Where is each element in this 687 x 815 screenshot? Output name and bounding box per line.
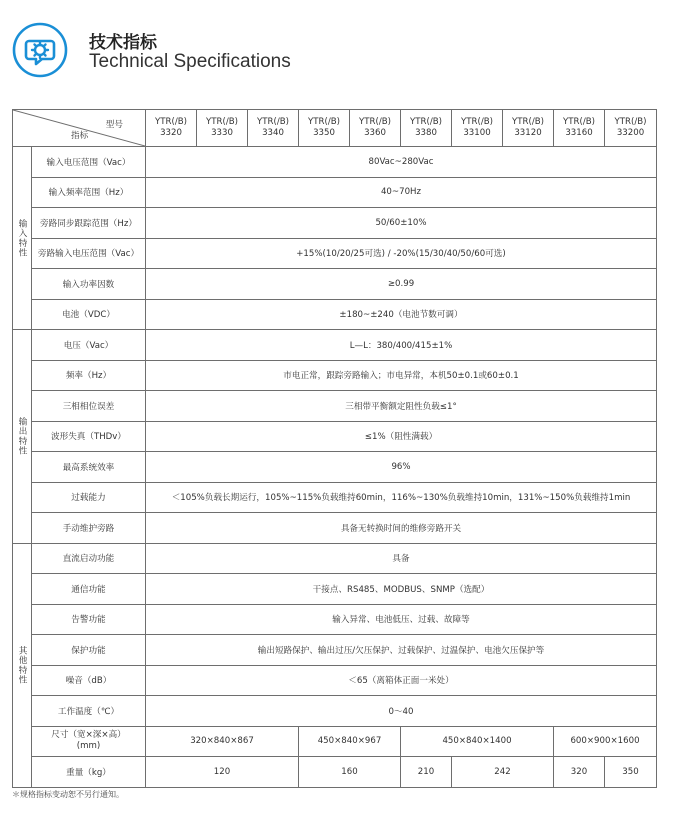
weight-value: 160 [299,757,401,788]
table-row [13,421,657,452]
model-header-cell: YTR(/B) 3340 [248,110,299,147]
title-chinese: 技术指标 [89,33,157,53]
param-name: 手动维护旁路 [32,513,146,544]
header-row [13,110,657,147]
gear-chat-icon [12,22,68,78]
table-row [13,299,657,330]
model-header-cell: YTR(/B) 3320 [146,110,197,147]
param-value: +15%(10/20/25可选) / -20%(15/30/40/50/60可选) [146,238,657,269]
table-row [13,208,657,239]
param-value: ＜105%负载长期运行，105%~115%负载维持60min，116%~130%负载维持10min，131%~150%负载维持1min [146,482,657,513]
model-header-cell: YTR(/B) 3380 [401,110,452,147]
param-value: 输入异常、电池低压、过载、故障等 [146,604,657,635]
param-name: 旁路输入电压范围（Vac） [32,238,146,269]
param-value: 三相带平衡额定阻性负载≤1° [146,391,657,422]
title-english: Technical Specifications [89,51,291,72]
param-name: 电压（Vac） [32,330,146,361]
param-name: 过载能力 [32,482,146,513]
spec-table [12,109,657,788]
model-header-cell: YTR(/B) 3350 [299,110,350,147]
model-header-cell: YTR(/B) 3330 [197,110,248,147]
size-value: 450×840×1400 [401,726,554,757]
weight-value: 120 [146,757,299,788]
param-name: 波形失真（THDv） [32,421,146,452]
table-row [13,269,657,300]
param-value: 市电正常，跟踪旁路输入；市电异常，本机50±0.1或60±0.1 [146,360,657,391]
table-row [13,482,657,513]
param-name: 最高系统效率 [32,452,146,483]
param-name: 电池（VDC） [32,299,146,330]
table-row [13,635,657,666]
param-value: 0～40 [146,696,657,727]
param-value: L—L：380/400/415±1% [146,330,657,361]
param-name: 尺寸（宽×深×高） (mm) [32,726,146,757]
param-value: 具备无转换时间的维修旁路开关 [146,513,657,544]
param-value: ±180~±240（电池节数可调） [146,299,657,330]
param-value: 具备 [146,543,657,574]
param-name: 输入频率范围（Hz） [32,177,146,208]
table-row [13,604,657,635]
weight-value: 320 [554,757,605,788]
param-name: 工作温度（℃） [32,696,146,727]
model-header-cell: YTR(/B) 33200 [605,110,657,147]
group-label-input: 输入特性 [13,147,32,330]
param-name: 直流启动功能 [32,543,146,574]
param-value: 80Vac~280Vac [146,147,657,178]
param-name: 噪音（dB） [32,665,146,696]
table-row [13,177,657,208]
model-header-cell: YTR(/B) 33100 [452,110,503,147]
table-row [13,696,657,727]
param-value: ≥0.99 [146,269,657,300]
footnote: ＊规格指标变动恕不另行通知。 [12,790,124,799]
param-value: ≤1%（阻性满载） [146,421,657,452]
group-label-output: 输出特性 [13,330,32,544]
param-name: 旁路同步跟踪范围（Hz） [32,208,146,239]
weight-value: 242 [452,757,554,788]
corner-spec-label: 指标 [71,131,89,141]
param-value: 40~70Hz [146,177,657,208]
table-row [13,147,657,178]
corner-cell [13,110,146,147]
size-value: 600×900×1600 [554,726,657,757]
model-header-cell: YTR(/B) 33120 [503,110,554,147]
table-row [13,543,657,574]
table-row [13,360,657,391]
param-name: 三相相位误差 [32,391,146,422]
corner-model-label: 型号 [105,120,123,130]
param-value: 输出短路保护、输出过压/欠压保护、过载保护、过温保护、电池欠压保护等 [146,635,657,666]
table-row [13,330,657,361]
param-value: 96% [146,452,657,483]
table-row [13,391,657,422]
model-header-cell: YTR(/B) 3360 [350,110,401,147]
param-name: 通信功能 [32,574,146,605]
group-label-other: 其他特性 [13,543,32,787]
table-row [13,665,657,696]
table-row [13,452,657,483]
param-name: 输入功率因数 [32,269,146,300]
table-row [13,238,657,269]
param-value: 干接点、RS485、MODBUS、SNMP（选配） [146,574,657,605]
param-name: 保护功能 [32,635,146,666]
size-value: 320×840×867 [146,726,299,757]
param-name: 告警功能 [32,604,146,635]
param-name: 输入电压范围（Vac） [32,147,146,178]
param-name: 重量（kg） [32,757,146,788]
model-header-cell: YTR(/B) 33160 [554,110,605,147]
param-name: 频率（Hz） [32,360,146,391]
table-row [13,574,657,605]
table-row [13,757,657,788]
size-value: 450×840×967 [299,726,401,757]
table-row [13,513,657,544]
param-value: 50/60±10% [146,208,657,239]
table-row [13,726,657,757]
weight-value: 210 [401,757,452,788]
weight-value: 350 [605,757,657,788]
param-value: ＜65（离箱体正面一米处） [146,665,657,696]
